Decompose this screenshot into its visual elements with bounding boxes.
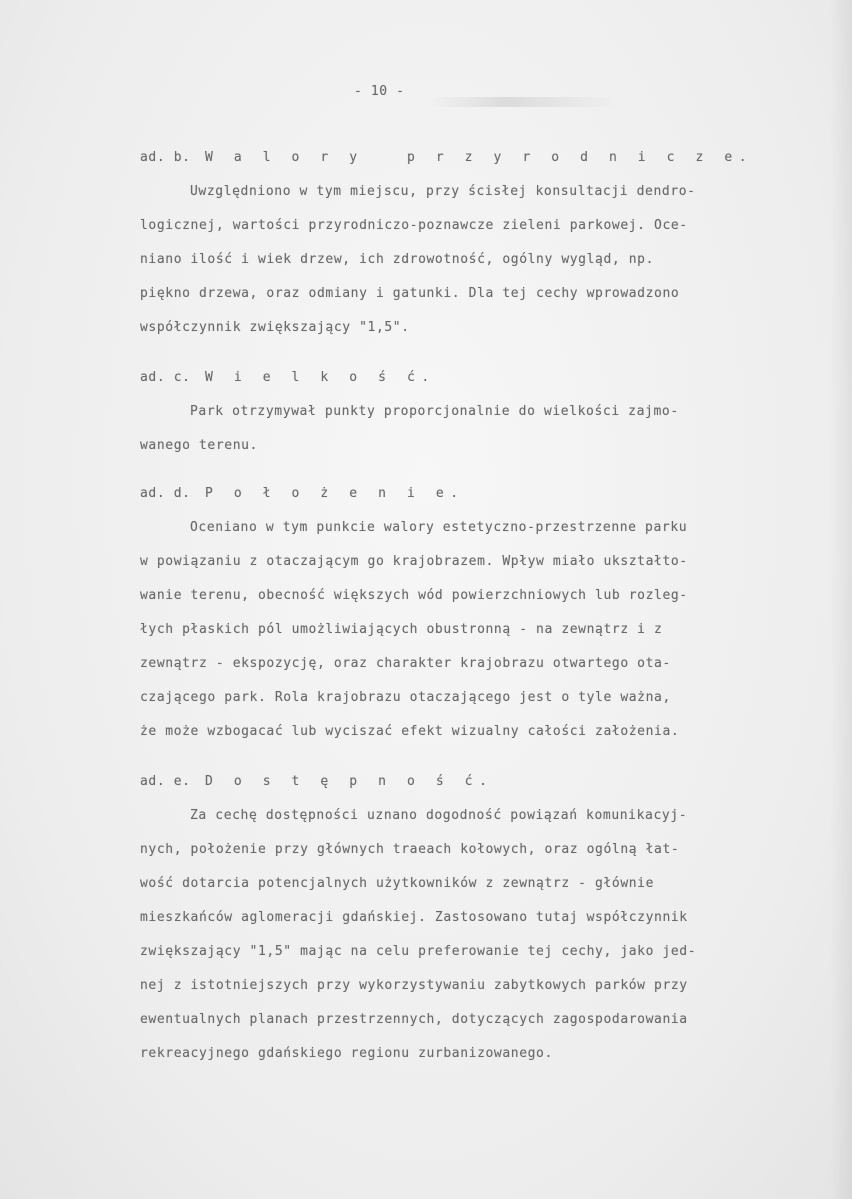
section-d-line: czającego park. Rola krajobrazu otaczającego jest o tyle ważna, <box>140 690 671 705</box>
section-d-marker: ad. d. <box>140 486 191 501</box>
section-d-line: zewnątrz - ekspozycję, oraz charakter krajobrazu otwartego ota- <box>140 656 671 671</box>
section-c-line: wanego terenu. <box>140 438 258 453</box>
section-e-heading: D o s t ę p n o ś ć. <box>205 774 494 789</box>
section-c-marker: ad. c. <box>140 370 191 385</box>
section-e-line: nych, położenie przy głównych traeach kołowych, oraz ogólną łat- <box>140 842 680 857</box>
section-d-line: Oceniano w tym punkcie walory estetyczno-przestrzenne parku <box>190 520 688 535</box>
section-b-heading: W a l o r y p r z y r o d n i c z e. <box>205 150 754 165</box>
section-b-marker: ad. b. <box>140 150 191 165</box>
section-e-line: rekreacyjnego gdańskiego regionu zurbanizowanego. <box>140 1046 553 1061</box>
section-e-line: mieszkańców aglomeracji gdańskiej. Zastosowano tutaj współczynnik <box>140 910 688 925</box>
section-b-line: logicznej, wartości przyrodniczo-poznawcze zieleni parkowej. Oce- <box>140 218 688 233</box>
section-d-line: wanie terenu, obecność większych wód powierzchniowych lub rozleg- <box>140 588 688 603</box>
section-e-line: nej z istotniejszych przy wykorzystywaniu zabytkowych parków przy <box>140 978 688 993</box>
section-d-line: łych płaskich pól umożliwiających obustronną - na zewnątrz i z <box>140 622 663 637</box>
section-e-line: ewentualnych planach przestrzennych, dotyczących zagospodarowania <box>140 1012 688 1027</box>
section-b-line: współczynnik zwiększający "1,5". <box>140 320 410 335</box>
section-d-line: że może wzbogacać lub wyciszać efekt wizualny całości założenia. <box>140 724 680 739</box>
page-number: - 10 - <box>354 84 405 99</box>
section-c-heading: W i e l k o ś ć. <box>205 370 436 385</box>
section-e-line: Za cechę dostępności uznano dogodność powiązań komunikacyj- <box>190 808 688 823</box>
section-b-line: Uwzględniono w tym miejscu, przy ścisłej konsultacji dendro- <box>190 184 696 199</box>
section-d-line: w powiązaniu z otaczającym go krajobrazem. Wpływ miało ukształto- <box>140 554 688 569</box>
section-b-line: piękno drzewa, oraz odmiany i gatunki. Dla tej cechy wprowadzono <box>140 286 680 301</box>
scan-smudge <box>430 97 620 107</box>
section-d-heading: P o ł o ż e n i e. <box>205 486 465 501</box>
scan-edge-shadow <box>830 0 852 1199</box>
section-e-marker: ad. e. <box>140 774 191 789</box>
section-b-line: niano ilość i wiek drzew, ich zdrowotność, ogólny wygląd, np. <box>140 252 655 267</box>
section-e-line: zwiększający "1,5" mając na celu preferowanie tej cechy, jako jed- <box>140 944 697 959</box>
section-c-line: Park otrzymywał punkty proporcjonalnie do wielkości zajmo- <box>190 404 679 419</box>
section-e-line: wość dotarcia potencjalnych użytkowników z zewnątrz - głównie <box>140 876 655 891</box>
